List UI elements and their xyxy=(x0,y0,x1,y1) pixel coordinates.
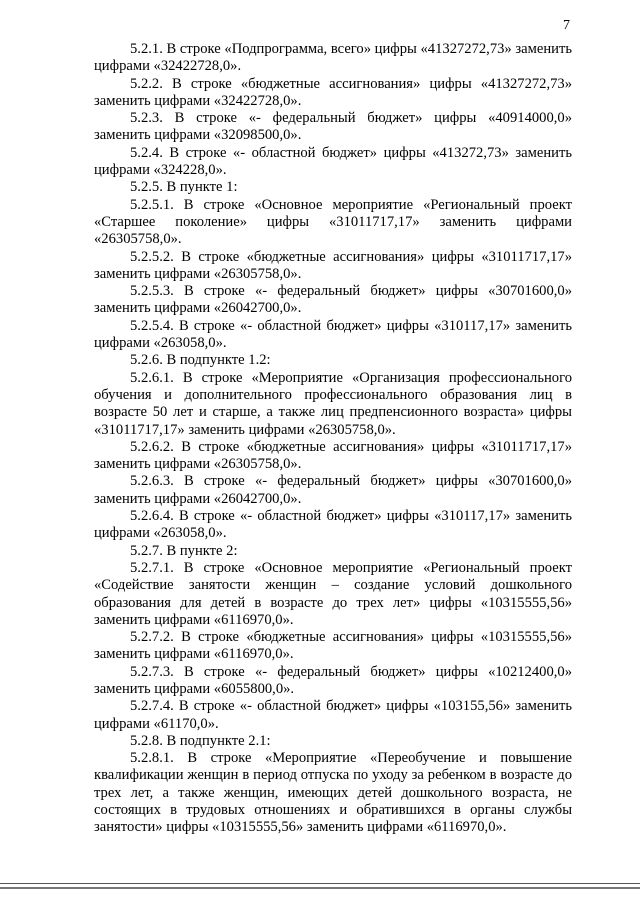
paragraph-5-2-5-2: 5.2.5.2. В строке «бюджетные ассигнования» цифры «31011717,17» заменить цифрами «26305758,0». xyxy=(94,248,572,282)
paragraph-5-2-5-1: 5.2.5.1. В строке «Основное мероприятие «Региональный проект «Старшее поколение» цифры «31011717,17» заменить цифрами «26305758,0». xyxy=(94,196,572,248)
paragraph-5-2-7-4: 5.2.7.4. В строке «- областной бюджет» цифры «103155,56» заменить цифрами «61170,0». xyxy=(94,698,572,732)
paragraph-5-2-6-3: 5.2.6.3. В строке «- федеральный бюджет» цифры «30701600,0» заменить цифрами «26042700,0». xyxy=(94,473,572,507)
paragraph-5-2-7-3: 5.2.7.3. В строке «- федеральный бюджет» цифры «10212400,0» заменить цифрами «6055800,0». xyxy=(94,663,572,697)
bottom-rule-thick xyxy=(0,887,640,889)
paragraph-5-2-8: 5.2.8. В подпункте 2.1: xyxy=(130,732,271,749)
paragraph-5-2-1: 5.2.1. В строке «Подпрограмма, всего» цифры «41327272,73» заменить цифрами «32422728,0». xyxy=(94,41,572,75)
paragraph-5-2-4: 5.2.4. В строке «- областной бюджет» цифры «413272,73» заменить цифрами «324228,0». xyxy=(94,144,572,179)
paragraph-5-2-7: 5.2.7. В пункте 2: xyxy=(130,542,238,559)
paragraph-5-2-6: 5.2.6. В подпункте 1.2: xyxy=(130,352,271,369)
paragraph-5-2-7-1: 5.2.7.1. В строке «Основное мероприятие «Региональный проект «Содействие занятости женщин – создание условий дошкольного образования для детей в возрасте до трех лет» цифры «10315555,56» заменить цифрами «6116970,0». xyxy=(94,559,572,628)
paragraph-5-2-5: 5.2.5. В пункте 1: xyxy=(130,179,238,196)
paragraph-5-2-2: 5.2.2. В строке «бюджетные ассигнования» цифры «41327272,73» заменить цифрами «32422728,0». xyxy=(94,75,572,109)
paragraph-5-2-6-1: 5.2.6.1. В строке «Мероприятие «Организация профессионального обучения и дополнительного профессионального образования лиц в возрасте 50 лет и старше, а также лиц предпенсионного возраста» цифры «31011717,17» заменить цифрами «26305758,0». xyxy=(94,369,572,438)
paragraph-5-2-8-1: 5.2.8.1. В строке «Мероприятие «Переобучение и повышение квалификации женщин в период отпуска по уходу за ребенком в возрасте до трех лет, а также женщин, имеющих детей дошкольного возраста, не состоящих в трудовых отношениях и обратившихся в органы службы занятости» цифры «10315555,56» заменить цифрами «6116970,0». xyxy=(94,750,572,836)
paragraph-5-2-3: 5.2.3. В строке «- федеральный бюджет» цифры «40914000,0» заменить цифрами «32098500,0». xyxy=(94,110,572,144)
paragraph-5-2-6-2: 5.2.6.2. В строке «бюджетные ассигнования» цифры «31011717,17» заменить цифрами «26305758,0». xyxy=(94,438,572,473)
paragraph-5-2-5-4: 5.2.5.4. В строке «- областной бюджет» цифры «310117,17» заменить цифрами «263058,0». xyxy=(94,317,572,352)
paragraph-5-2-5-3: 5.2.5.3. В строке «- федеральный бюджет» цифры «30701600,0» заменить цифрами «26042700,0». xyxy=(94,283,572,317)
paragraph-5-2-7-2: 5.2.7.2. В строке «бюджетные ассигнования» цифры «10315555,56» заменить цифрами «6116970,0». xyxy=(94,629,572,663)
bottom-rule-thin xyxy=(0,883,640,884)
page-number: 7 xyxy=(563,18,570,33)
document-body xyxy=(94,41,572,837)
paragraph-5-2-6-4: 5.2.6.4. В строке «- областной бюджет» цифры «310117,17» заменить цифрами «263058,0». xyxy=(94,508,572,542)
